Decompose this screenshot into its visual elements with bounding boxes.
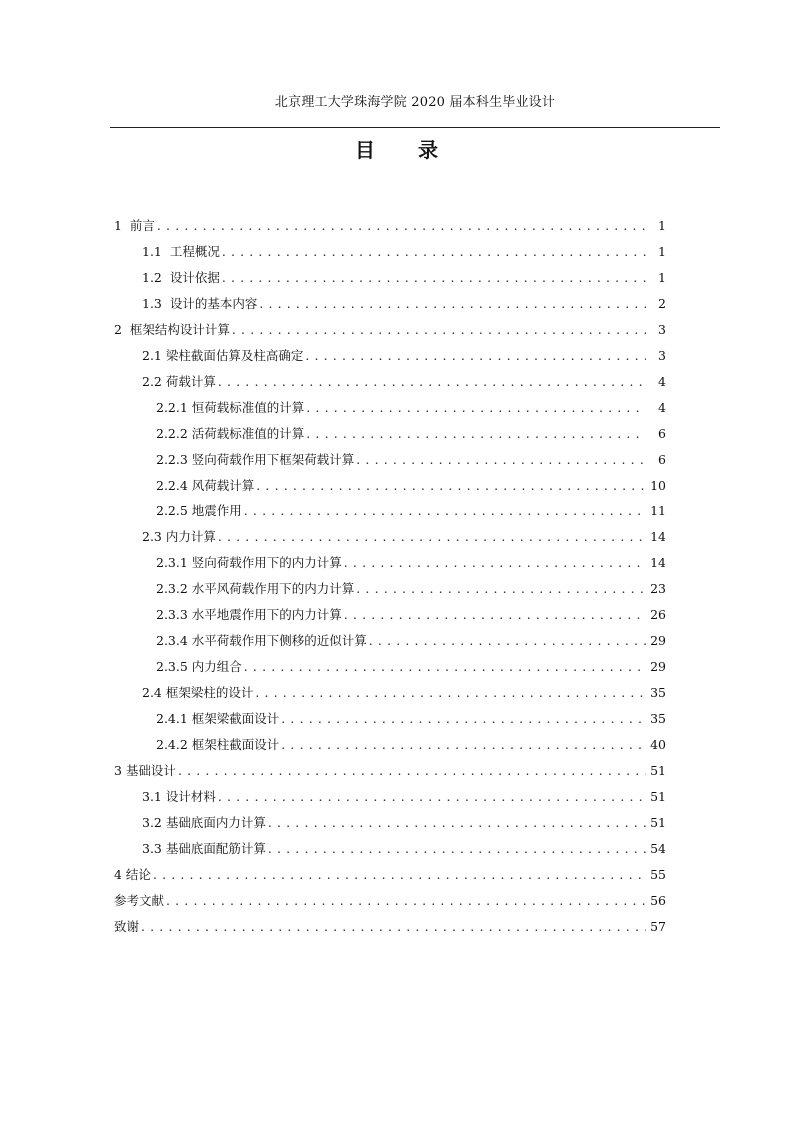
toc-entry-page-number: 1 <box>658 244 666 259</box>
toc-entry-page-number: 51 <box>650 789 666 804</box>
toc-entry[interactable] <box>156 709 666 729</box>
toc-leader-dots <box>166 891 646 911</box>
toc-entry-label: 2.1 梁柱截面估算及柱高确定 <box>142 348 304 363</box>
toc-entry[interactable] <box>142 787 666 807</box>
toc-entry-page-number: 56 <box>650 893 666 908</box>
toc-leader-dots <box>153 865 646 885</box>
toc-entry[interactable] <box>114 216 666 236</box>
toc-leader-dots <box>255 683 646 703</box>
toc-entry-label: 2.3.5 内力组合 <box>156 659 242 674</box>
toc-entry-label: 2.4.2 框架柱截面设计 <box>156 737 280 752</box>
toc-entry-page-number: 26 <box>650 607 666 622</box>
toc-leader-dots <box>222 242 646 262</box>
toc-entry-label: 1 前言 <box>114 218 155 233</box>
toc-entry[interactable] <box>156 501 666 521</box>
toc-entry-page-number: 57 <box>650 919 666 934</box>
toc-entry-label: 1.1 工程概况 <box>142 244 220 259</box>
toc-entry-label: 3.3 基础底面配筋计算 <box>142 841 266 856</box>
toc-leader-dots <box>259 294 646 314</box>
toc-entry-label: 2.2.2 活荷载标准值的计算 <box>156 426 305 441</box>
toc-entry-page-number: 55 <box>650 867 666 882</box>
toc-entry-page-number: 3 <box>658 348 666 363</box>
toc-entry-label: 2 框架结构设计计算 <box>114 322 230 337</box>
toc-leader-dots <box>157 216 646 236</box>
toc-leader-dots <box>305 346 646 366</box>
toc-entry[interactable] <box>156 424 666 444</box>
toc-entry[interactable] <box>156 631 666 651</box>
toc-leader-dots <box>306 424 646 444</box>
toc-leader-dots <box>256 476 646 496</box>
toc-entry[interactable] <box>142 242 666 262</box>
toc-entry-label: 4 结论 <box>114 867 151 882</box>
toc-entry-label: 3.2 基础底面内力计算 <box>142 815 266 830</box>
toc-leader-dots <box>141 917 646 937</box>
toc-entry-page-number: 1 <box>658 270 666 285</box>
toc-entry[interactable] <box>114 320 666 340</box>
toc-entry[interactable] <box>156 657 666 677</box>
toc-entry-page-number: 35 <box>650 711 666 726</box>
toc-entry-label: 2.3 内力计算 <box>142 529 216 544</box>
toc-entry[interactable] <box>114 865 666 885</box>
toc-entry[interactable] <box>156 450 666 470</box>
toc-entry[interactable] <box>142 839 666 859</box>
toc-entry[interactable] <box>156 735 666 755</box>
toc-entry-label: 2.3.4 水平荷载作用下侧移的近似计算 <box>156 633 367 648</box>
toc-entry-page-number: 11 <box>650 503 666 518</box>
toc-entry-label: 2.3.3 水平地震作用下的内力计算 <box>156 607 342 622</box>
toc-entry-label: 2.3.2 水平风荷载作用下的内力计算 <box>156 581 355 596</box>
toc-entry-label: 致谢 <box>114 919 140 934</box>
toc-entry-page-number: 1 <box>658 218 666 233</box>
toc-entry-label: 2.2.3 竖向荷载作用下框架荷载计算 <box>156 452 355 467</box>
toc-entry-label: 2.2.5 地震作用 <box>156 503 242 518</box>
toc-entry[interactable] <box>114 917 666 937</box>
toc-leader-dots <box>356 579 646 599</box>
toc-entry[interactable] <box>156 579 666 599</box>
toc-leader-dots <box>369 631 646 651</box>
toc-leader-dots <box>344 553 646 573</box>
toc-leader-dots <box>244 501 646 521</box>
toc-entry-label: 1.2 设计依据 <box>142 270 220 285</box>
toc-entry[interactable] <box>142 527 666 547</box>
toc-entry-label: 1.3 设计的基本内容 <box>142 296 258 311</box>
toc-entry[interactable] <box>114 761 666 781</box>
toc-entry[interactable] <box>142 372 666 392</box>
toc-entry[interactable] <box>156 398 666 418</box>
toc-entry-label: 参考文献 <box>114 893 165 908</box>
toc-entry-page-number: 29 <box>650 659 666 674</box>
toc-leader-dots <box>178 761 646 781</box>
toc-leader-dots <box>281 709 646 729</box>
toc-entry-page-number: 51 <box>650 815 666 830</box>
toc-entry-page-number: 23 <box>650 581 666 596</box>
toc-leader-dots <box>268 839 646 859</box>
toc-entry-page-number: 3 <box>658 322 666 337</box>
toc-entry-page-number: 54 <box>650 841 666 856</box>
toc-entry-label: 2.2 荷载计算 <box>142 374 216 389</box>
toc-entry-label: 2.3.1 竖向荷载作用下的内力计算 <box>156 555 342 570</box>
toc-leader-dots <box>306 398 646 418</box>
toc-entry[interactable] <box>142 346 666 366</box>
toc-entry[interactable] <box>156 553 666 573</box>
toc-leader-dots <box>244 657 646 677</box>
toc-entry-page-number: 4 <box>658 400 666 415</box>
toc-leader-dots <box>218 527 646 547</box>
page-title: 目 录 <box>355 138 456 162</box>
toc-entry-page-number: 40 <box>650 737 666 752</box>
toc-entry-label: 2.4.1 框架梁截面设计 <box>156 711 280 726</box>
toc-entry-page-number: 6 <box>658 452 666 467</box>
toc-entry-label: 2.2.1 恒荷载标准值的计算 <box>156 400 305 415</box>
toc-leader-dots <box>356 450 646 470</box>
toc-leader-dots <box>268 813 646 833</box>
toc-entry-page-number: 35 <box>650 685 666 700</box>
running-header: 北京理工大学珠海学院 2020 届本科生毕业设计 <box>274 95 556 110</box>
toc-entry-label: 3.1 设计材料 <box>142 789 216 804</box>
toc-entry[interactable] <box>142 268 666 288</box>
toc-entry[interactable] <box>142 683 666 703</box>
toc-leader-dots <box>218 372 646 392</box>
toc-entry[interactable] <box>142 294 666 314</box>
toc-entry-label: 3 基础设计 <box>114 763 176 778</box>
toc-entry[interactable] <box>142 813 666 833</box>
toc-entry[interactable] <box>156 605 666 625</box>
toc-entry-page-number: 4 <box>658 374 666 389</box>
toc-entry-page-number: 10 <box>650 478 666 493</box>
toc-entry-page-number: 14 <box>650 555 666 570</box>
toc-entry-page-number: 51 <box>650 763 666 778</box>
toc-leader-dots <box>218 787 646 807</box>
toc-entry-page-number: 2 <box>658 296 666 311</box>
toc-entry-label: 2.4 框架梁柱的设计 <box>142 685 254 700</box>
toc-leader-dots <box>222 268 646 288</box>
toc-leader-dots <box>344 605 646 625</box>
toc-leader-dots <box>281 735 646 755</box>
toc-entry-label: 2.2.4 风荷载计算 <box>156 478 255 493</box>
toc-entry[interactable] <box>114 891 666 911</box>
toc-entry[interactable] <box>156 476 666 496</box>
toc-entry-page-number: 29 <box>650 633 666 648</box>
toc-entry-page-number: 14 <box>650 529 666 544</box>
toc-leader-dots <box>232 320 646 340</box>
toc-entry-page-number: 6 <box>658 426 666 441</box>
